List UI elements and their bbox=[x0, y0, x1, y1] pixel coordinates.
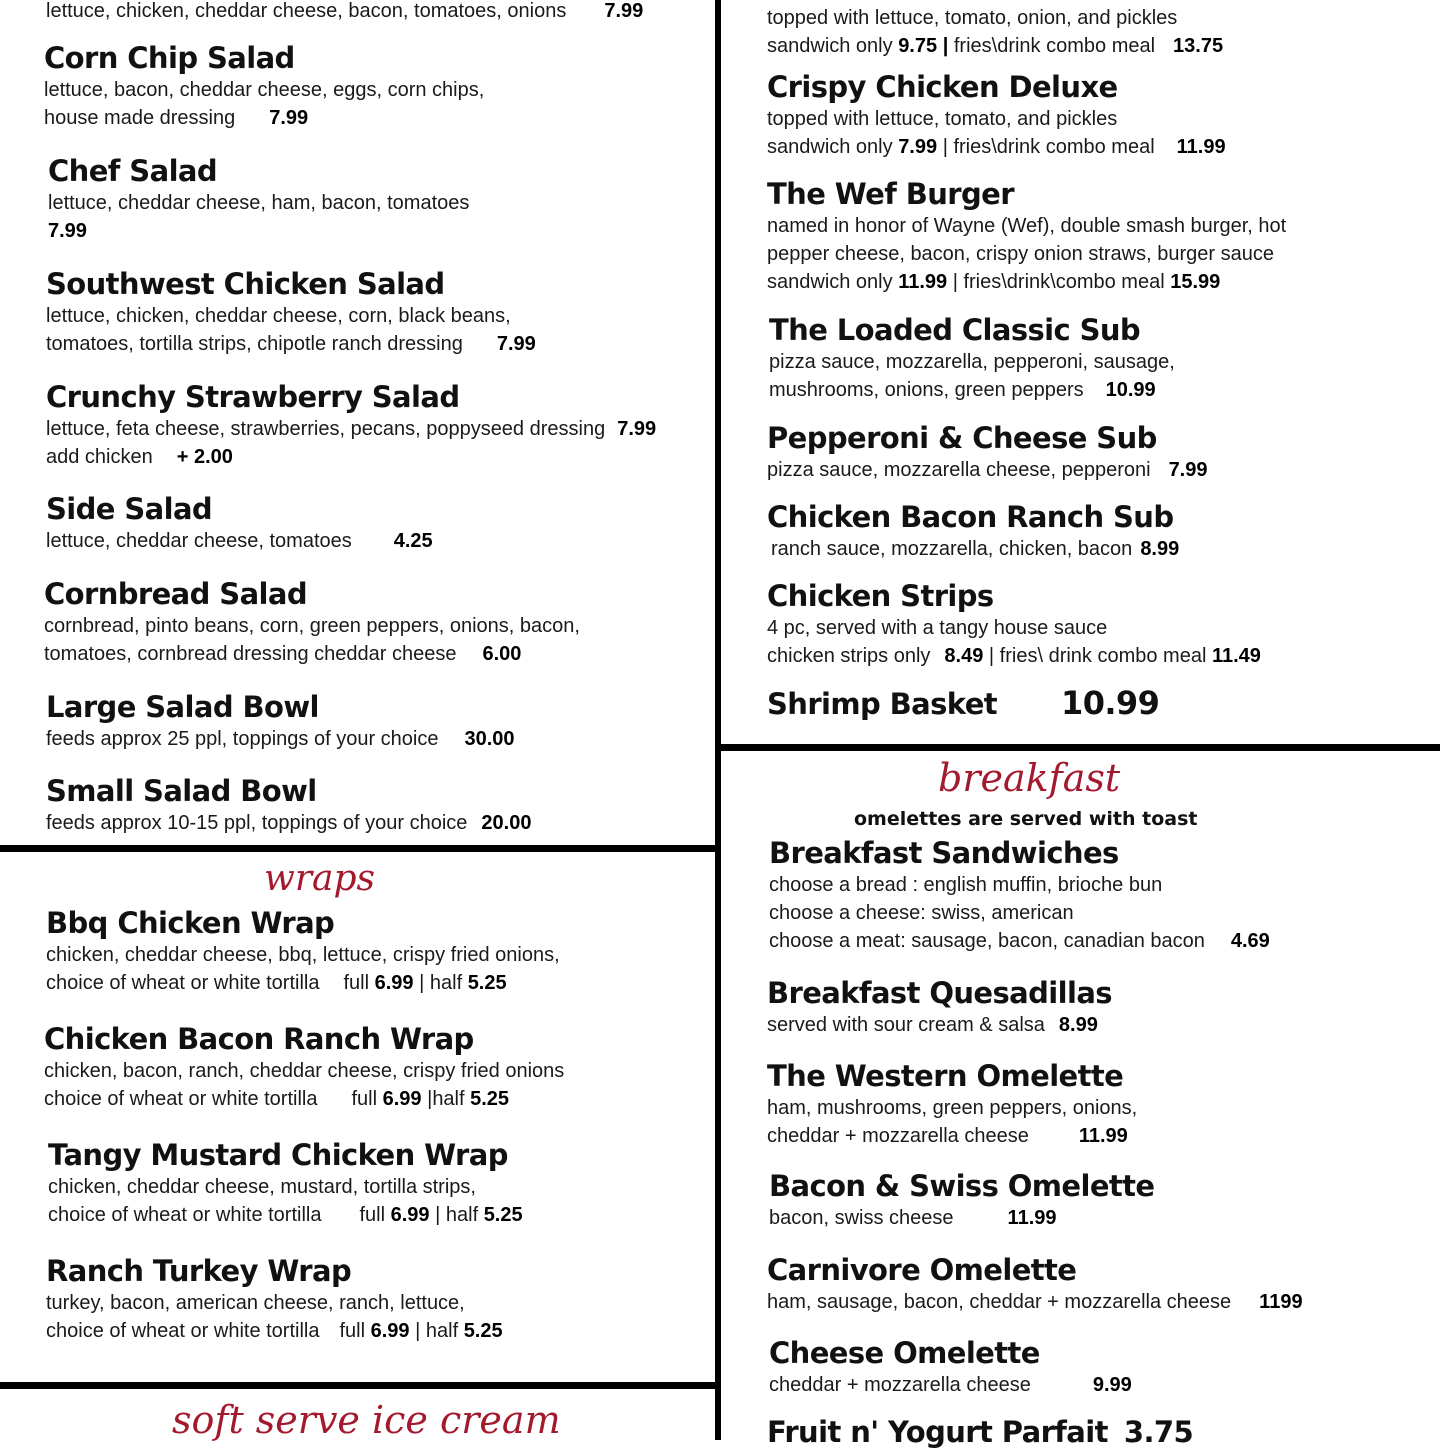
item-price: 10.99 bbox=[1061, 684, 1160, 722]
price-separator: | bbox=[942, 136, 948, 158]
item-price: 30.00 bbox=[464, 728, 515, 750]
combo-label: fries\drink\combo meal bbox=[963, 271, 1165, 293]
sandwich-label: sandwich only bbox=[767, 271, 893, 293]
item-description: lettuce, bacon, cheddar cheese, eggs, corn chips, bbox=[44, 79, 485, 101]
item-name: Chef Salad bbox=[48, 154, 218, 188]
item-description: tomatoes, tortilla strips, chipotle ranch dressing bbox=[46, 333, 463, 355]
item-price: 4.25 bbox=[393, 530, 433, 552]
menu-item-corn-chip-salad bbox=[44, 40, 484, 132]
menu-item-top-right bbox=[767, 4, 1223, 60]
item-price: 7.99 bbox=[48, 220, 87, 242]
item-description: choose a bread : english muffin, brioche bun bbox=[769, 874, 1163, 896]
menu-item-chicken-strips bbox=[767, 578, 1261, 670]
item-name: Breakfast Sandwiches bbox=[769, 836, 1119, 870]
item-name: The Loaded Classic Sub bbox=[769, 313, 1141, 347]
strips-label: chicken strips only bbox=[767, 645, 931, 667]
half-label: half bbox=[429, 972, 463, 994]
half-label: half bbox=[432, 1088, 465, 1110]
half-label: half bbox=[445, 1204, 479, 1226]
full-price: 6.99 bbox=[390, 1204, 430, 1226]
item-price: 1199 bbox=[1259, 1291, 1303, 1313]
item-price: 7.99 bbox=[1168, 459, 1208, 481]
item-price: 9.99 bbox=[1092, 1374, 1132, 1396]
menu-item-southwest-chicken-salad bbox=[46, 266, 536, 358]
item-description: ham, sausage, bacon, cheddar + mozzarella cheese bbox=[767, 1291, 1232, 1313]
price-separator: | bbox=[952, 271, 958, 293]
item-price: 8.99 bbox=[1058, 1014, 1098, 1036]
item-description: choice of wheat or white tortilla bbox=[44, 1088, 318, 1110]
item-description: chicken, bacon, ranch, cheddar cheese, crispy fried onions bbox=[44, 1060, 565, 1082]
addon-price: + 2.00 bbox=[176, 446, 233, 468]
combo-label: fries\ drink combo meal bbox=[999, 645, 1207, 667]
menu-item-large-salad-bowl bbox=[46, 689, 515, 753]
item-description: choose a meat: sausage, bacon, canadian bacon bbox=[769, 930, 1205, 952]
item-description: topped with lettuce, tomato, and pickles bbox=[767, 108, 1118, 130]
item-description: named in honor of Wayne (Wef), double smash burger, hot bbox=[767, 215, 1287, 237]
item-name: Small Salad Bowl bbox=[46, 774, 317, 808]
item-description: pepper cheese, bacon, crispy onion straws, burger sauce bbox=[767, 243, 1274, 265]
item-description: cornbread, pinto beans, corn, green peppers, onions, bacon, bbox=[44, 615, 580, 637]
menu-item-breakfast-quesadillas bbox=[767, 975, 1112, 1039]
item-name: Breakfast Quesadillas bbox=[767, 976, 1112, 1010]
item-price: 10.99 bbox=[1105, 379, 1156, 401]
breakfast-note: omelettes are served with toast bbox=[854, 808, 1198, 830]
item-price: 7.99 bbox=[604, 0, 644, 22]
item-name: The Western Omelette bbox=[767, 1059, 1124, 1093]
item-name: Bacon & Swiss Omelette bbox=[769, 1169, 1155, 1203]
item-description: lettuce, cheddar cheese, tomatoes bbox=[46, 530, 352, 552]
menu-item-small-salad-bowl bbox=[46, 773, 531, 837]
item-name: Chicken Bacon Ranch Wrap bbox=[44, 1022, 474, 1056]
combo-price: 11.49 bbox=[1211, 645, 1261, 667]
full-price: 6.99 bbox=[374, 972, 414, 994]
menu-item-cornbread-salad bbox=[44, 576, 580, 668]
menu-item-top-left bbox=[46, 0, 643, 25]
menu-item-bbq-chicken-wrap bbox=[46, 905, 560, 997]
menu-item-carnivore-omelette bbox=[767, 1252, 1303, 1316]
item-price: 20.00 bbox=[481, 812, 532, 834]
full-label: full bbox=[359, 1204, 386, 1226]
item-description: topped with lettuce, tomato, onion, and pickles bbox=[767, 7, 1178, 29]
menu-item-chicken-bacon-ranch-wrap bbox=[44, 1021, 564, 1113]
sandwich-price: 7.99 bbox=[898, 136, 938, 158]
item-name: Cheese Omelette bbox=[769, 1336, 1040, 1370]
full-label: full bbox=[339, 1320, 366, 1342]
menu-item-crispy-chicken-deluxe bbox=[767, 69, 1226, 161]
item-description: lettuce, chicken, cheddar cheese, bacon, tomatoes, onions bbox=[46, 0, 567, 22]
half-price: 5.25 bbox=[467, 972, 507, 994]
salads-wraps-divider bbox=[0, 845, 718, 852]
item-price: 6.00 bbox=[482, 643, 522, 665]
item-description: choice of wheat or white tortilla bbox=[46, 972, 320, 994]
item-description: served with sour cream & salsa bbox=[767, 1014, 1045, 1036]
menu-item-bacon-swiss-omelette bbox=[769, 1168, 1155, 1232]
item-description: feeds approx 10-15 ppl, toppings of your choice bbox=[46, 812, 468, 834]
menu-item-chicken-bacon-ranch-sub bbox=[767, 499, 1179, 563]
item-description: pizza sauce, mozzarella cheese, pepperoni bbox=[767, 459, 1151, 481]
item-name: Chicken Bacon Ranch Sub bbox=[767, 500, 1174, 534]
item-name: Shrimp Basket bbox=[767, 687, 998, 721]
item-description: bacon, swiss cheese bbox=[769, 1207, 954, 1229]
half-label: half bbox=[425, 1320, 459, 1342]
menu-item-breakfast-sandwiches bbox=[769, 835, 1270, 955]
menu-item-chef-salad bbox=[48, 153, 469, 245]
menu-item-ranch-turkey-wrap bbox=[46, 1253, 503, 1345]
item-name: Southwest Chicken Salad bbox=[46, 267, 445, 301]
item-description: lettuce, cheddar cheese, ham, bacon, tomatoes bbox=[48, 192, 470, 214]
item-description: chicken, cheddar cheese, mustard, tortilla strips, bbox=[48, 1176, 476, 1198]
item-price: 7.99 bbox=[269, 107, 309, 129]
menu-item-wef-burger bbox=[767, 176, 1286, 296]
item-description: choose a cheese: swiss, american bbox=[769, 902, 1074, 924]
menu-item-fruit-yogurt-parfait bbox=[767, 1414, 1193, 1450]
menu-item-side-salad bbox=[46, 491, 433, 555]
item-name: Tangy Mustard Chicken Wrap bbox=[48, 1138, 508, 1172]
sandwich-price: 11.99 bbox=[898, 271, 948, 293]
item-price: 11.99 bbox=[1078, 1125, 1128, 1147]
half-price: 5.25 bbox=[483, 1204, 523, 1226]
wraps-icecream-divider bbox=[0, 1382, 718, 1389]
price-separator: | bbox=[419, 972, 425, 994]
item-description: cheddar + mozzarella cheese bbox=[767, 1125, 1029, 1147]
item-name: Crunchy Strawberry Salad bbox=[46, 380, 460, 414]
combo-price: 11.99 bbox=[1176, 136, 1226, 158]
price-separator: | bbox=[435, 1204, 441, 1226]
price-separator: | bbox=[427, 1088, 433, 1110]
price-separator: | bbox=[415, 1320, 421, 1342]
full-price: 6.99 bbox=[370, 1320, 410, 1342]
item-price: 7.99 bbox=[617, 418, 657, 440]
item-description: feeds approx 25 ppl, toppings of your choice bbox=[46, 728, 439, 750]
ice-cream-heading: soft serve ice cream bbox=[172, 1398, 561, 1442]
half-price: 5.25 bbox=[463, 1320, 503, 1342]
item-description: lettuce, feta cheese, strawberries, pecans, poppyseed dressing bbox=[46, 418, 606, 440]
price-separator: | bbox=[942, 35, 949, 57]
breakfast-heading: breakfast bbox=[938, 756, 1121, 800]
menu-item-cheese-omelette bbox=[769, 1335, 1132, 1399]
menu-item-pepperoni-cheese-sub bbox=[767, 420, 1208, 484]
item-description: mushrooms, onions, green peppers bbox=[769, 379, 1084, 401]
item-price: 7.99 bbox=[496, 333, 536, 355]
item-name: Side Salad bbox=[46, 492, 213, 526]
item-name: Ranch Turkey Wrap bbox=[46, 1254, 352, 1288]
column-divider bbox=[715, 0, 721, 1440]
combo-label: fries\drink combo meal bbox=[953, 136, 1155, 158]
item-price: 4.69 bbox=[1230, 930, 1270, 952]
item-description: tomatoes, cornbread dressing cheddar cheese bbox=[44, 643, 457, 665]
item-description: cheddar + mozzarella cheese bbox=[769, 1374, 1031, 1396]
item-description: chicken, cheddar cheese, bbq, lettuce, crispy fried onions, bbox=[46, 944, 560, 966]
menu-item-shrimp-basket bbox=[767, 685, 1159, 722]
item-name: Cornbread Salad bbox=[44, 577, 308, 611]
combo-label: fries\drink combo meal bbox=[953, 35, 1156, 57]
combo-price: 13.75 bbox=[1173, 35, 1224, 57]
menu-item-western-omelette bbox=[767, 1058, 1137, 1150]
item-description: lettuce, chicken, cheddar cheese, corn, black beans, bbox=[46, 305, 511, 327]
item-name: The Wef Burger bbox=[767, 177, 1014, 211]
price-separator: | bbox=[988, 645, 995, 667]
sandwich-price: 9.75 bbox=[898, 35, 938, 57]
item-name: Crispy Chicken Deluxe bbox=[767, 70, 1118, 104]
item-price: 3.75 bbox=[1123, 1415, 1194, 1449]
item-description: choice of wheat or white tortilla bbox=[48, 1204, 322, 1226]
item-description: ham, mushrooms, green peppers, onions, bbox=[767, 1097, 1138, 1119]
wraps-heading: wraps bbox=[264, 858, 376, 899]
item-description: choice of wheat or white tortilla bbox=[46, 1320, 320, 1342]
item-description: house made dressing bbox=[44, 107, 236, 129]
addon-label: add chicken bbox=[46, 446, 153, 468]
item-name: Carnivore Omelette bbox=[767, 1253, 1077, 1287]
item-name: Fruit n' Yogurt Parfait bbox=[767, 1415, 1108, 1449]
menu-item-tangy-mustard-chicken-wrap bbox=[48, 1137, 523, 1229]
strips-price: 8.49 bbox=[944, 645, 984, 667]
full-label: full bbox=[351, 1088, 378, 1110]
item-description: ranch sauce, mozzarella, chicken, bacon bbox=[771, 538, 1133, 560]
full-price: 6.99 bbox=[382, 1088, 422, 1110]
item-price: 8.99 bbox=[1140, 538, 1180, 560]
menu-item-crunchy-strawberry-salad bbox=[46, 379, 656, 471]
sandwiches-breakfast-divider bbox=[721, 744, 1440, 751]
item-name: Large Salad Bowl bbox=[46, 690, 319, 724]
item-name: Pepperoni & Cheese Sub bbox=[767, 421, 1157, 455]
full-label: full bbox=[343, 972, 370, 994]
item-name: Corn Chip Salad bbox=[44, 41, 295, 75]
combo-price: 15.99 bbox=[1170, 271, 1221, 293]
item-description: pizza sauce, mozzarella, pepperoni, sausage, bbox=[769, 351, 1175, 373]
half-price: 5.25 bbox=[470, 1088, 510, 1110]
item-price: 11.99 bbox=[1007, 1207, 1057, 1229]
item-description: 4 pc, served with a tangy house sauce bbox=[767, 617, 1108, 639]
item-description: turkey, bacon, american cheese, ranch, lettuce, bbox=[46, 1292, 465, 1314]
sandwich-label: sandwich only bbox=[767, 35, 893, 57]
sandwich-label: sandwich only bbox=[767, 136, 893, 158]
item-name: Bbq Chicken Wrap bbox=[46, 906, 335, 940]
menu-item-loaded-classic-sub bbox=[769, 312, 1175, 404]
item-name: Chicken Strips bbox=[767, 579, 994, 613]
